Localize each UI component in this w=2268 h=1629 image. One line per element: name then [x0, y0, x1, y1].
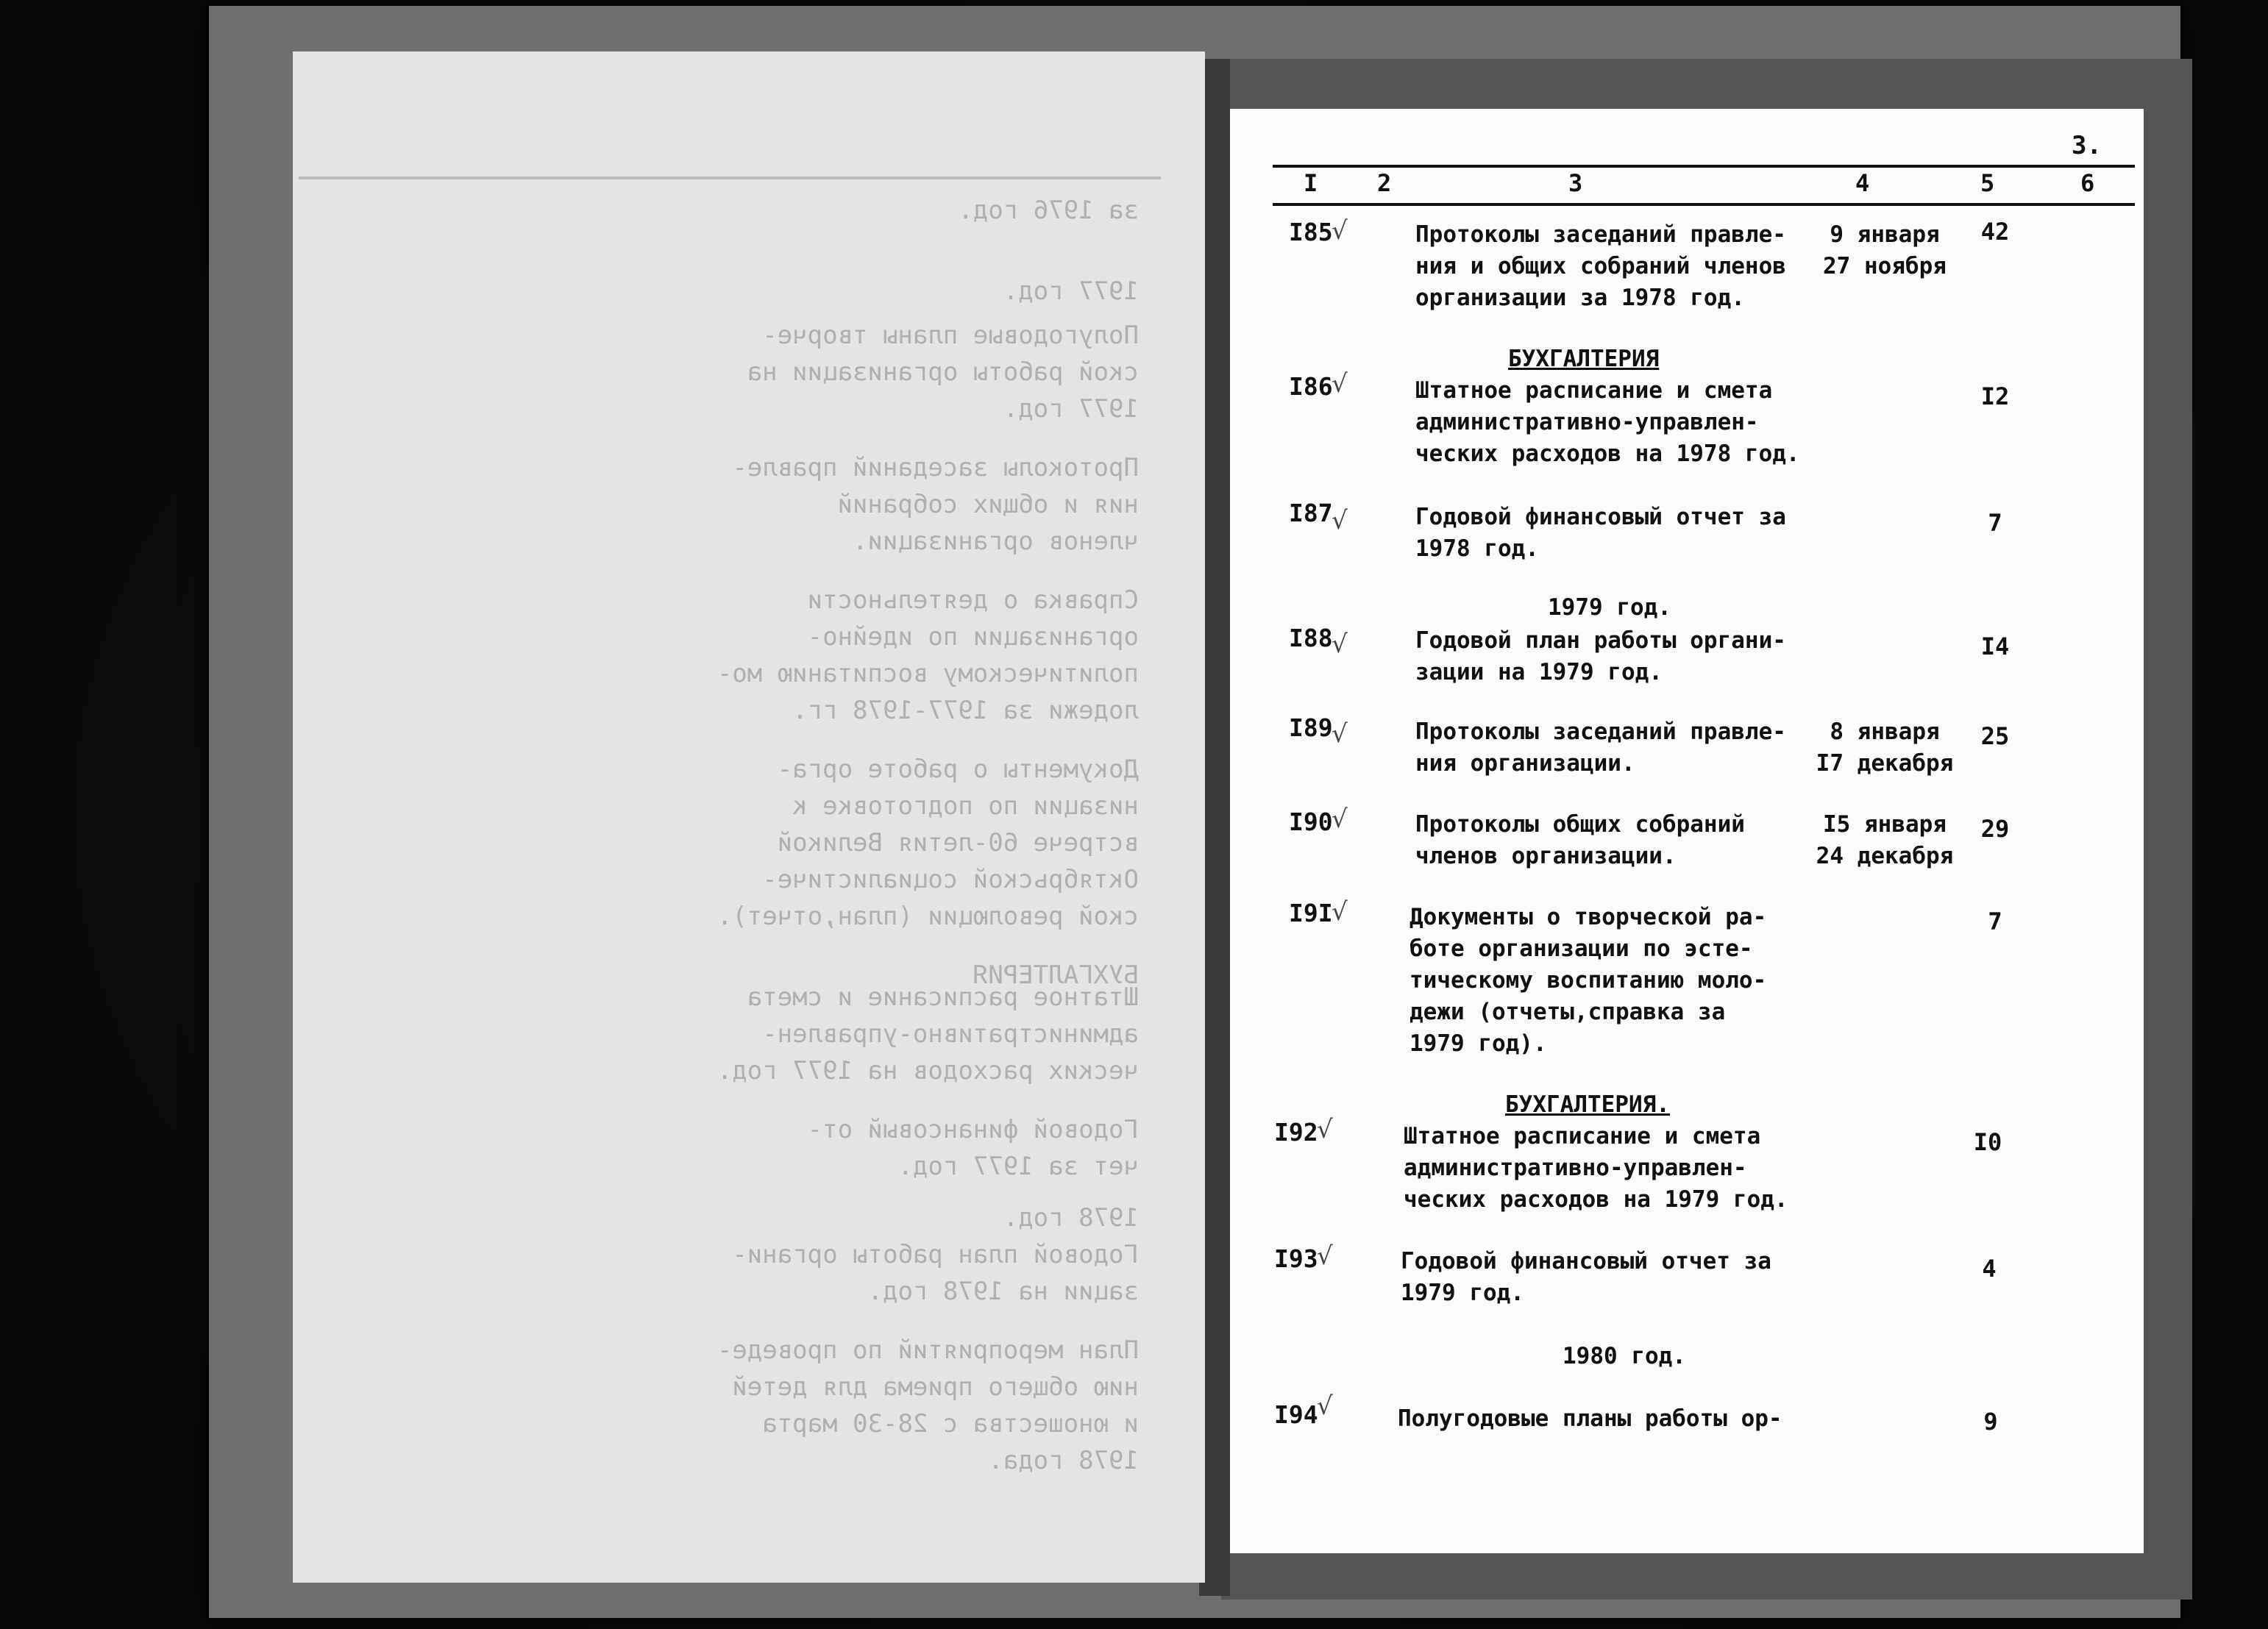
entry-description: Годовой финансовый отчет за 1979 год. [1401, 1248, 1771, 1306]
entry-description: Протоколы заседаний правле- ния и общих собраний членов организации за 1978 год. [1415, 221, 1786, 311]
check-mark-icon: √ [1332, 719, 1348, 749]
check-mark-icon: √ [1332, 369, 1348, 399]
entry-description: Штатное расписание и смета административно-управлен- ческих расходов на 1978 год. [1415, 377, 1800, 467]
check-mark-icon: √ [1332, 216, 1348, 246]
entry-description: Годовой план работы органи- зации на 1979 год. [1415, 627, 1786, 685]
check-mark-icon: √ [1317, 1391, 1333, 1421]
check-mark-icon: √ [1317, 1115, 1333, 1144]
column-header-6: 6 [2080, 169, 2095, 197]
column-header-1: I [1304, 169, 1318, 197]
entry-count: I0 [1973, 1128, 2002, 1156]
entry-number: I86 [1289, 372, 1333, 401]
header-bottom-rule [1273, 203, 2135, 206]
page-number: 3. [2072, 131, 2102, 160]
column-header-3: 3 [1568, 169, 1583, 197]
entry-number: I9I [1289, 899, 1333, 927]
column-header-5: 5 [1980, 169, 1995, 197]
entry-description: Годовой финансовый отчет за 1978 год. [1415, 504, 1786, 562]
entry-description: Полугодовые планы работы ор- [1398, 1405, 1782, 1432]
left-page [293, 51, 1205, 1583]
section-heading-accounting: БУХГАЛТЕРИЯ [1508, 346, 1660, 372]
entry-number: I94 [1274, 1400, 1318, 1429]
entry-number: I90 [1289, 808, 1333, 836]
year-heading-1979: 1979 год. [1548, 594, 1671, 621]
entry-number: I89 [1289, 713, 1333, 742]
check-mark-icon: √ [1332, 897, 1348, 927]
entry-count: 29 [1980, 815, 2010, 843]
entry-number: I87 [1289, 499, 1333, 527]
column-header-2: 2 [1377, 169, 1392, 197]
entry-count: 42 [1980, 218, 2010, 246]
entry-count: 4 [1982, 1255, 1997, 1283]
entry-description: Документы о творческой ра- боте организации по эсте- тическому воспитанию моло- дежи (отчеты,справка за 1979 год). [1409, 904, 1767, 1057]
entry-dates: 8 января I7 декабря [1816, 719, 1954, 777]
entry-description: Штатное расписание и смета административно-управлен- ческих расходов на 1979 год. [1404, 1123, 1788, 1213]
entry-number: I85 [1289, 218, 1333, 246]
entry-description: Протоколы общих собраний членов организации. [1415, 811, 1745, 869]
check-mark-icon: √ [1332, 506, 1348, 535]
entry-count: 25 [1980, 722, 2010, 750]
entry-count: 9 [1983, 1408, 1998, 1436]
entry-count: I4 [1980, 632, 2010, 660]
check-mark-icon: √ [1317, 1241, 1333, 1271]
entry-count: 7 [1988, 509, 2002, 537]
entry-count: I2 [1980, 382, 2010, 410]
header-top-rule [1273, 165, 2135, 168]
entry-number: I88 [1289, 624, 1333, 652]
entry-description: Протоколы заседаний правле- ния организации. [1415, 719, 1786, 777]
column-header-4: 4 [1855, 169, 1870, 197]
check-mark-icon: √ [1332, 805, 1348, 834]
entry-number: I92 [1274, 1118, 1318, 1147]
entry-dates: 9 января 27 ноября [1823, 221, 1947, 279]
year-heading-1980: 1980 год. [1563, 1343, 1686, 1369]
entry-dates: I5 января 24 декабря [1816, 811, 1954, 869]
check-mark-icon: √ [1332, 630, 1348, 659]
entry-count: 7 [1988, 908, 2002, 935]
bleed-through-text: за 1976 год. 1977 год. Полугодовые планы творче- ской работы организации на 1977 год. Протоколы заседаний правле- ния и общих собраний членов организации. Справка о деятельности организации по идейно- политическому воспитанию мо- лодежи за 1977-1978 гг. Документы о работе орга- низации по подготовке к встрече 60-летия Великой Октябрьской социалистиче- ской революции (план,отчет). БУХГАЛТЕРИЯ Штатное расписание и смета административно-управлен- ческих расходов на 1977 год. Годовой финансовый от- чет за 1977 год. 1978 год. Годовой план работы органи- зации на 1978 год. План мероприятий по проведе- нию общего приема для детей и юношества с 28-30 марта 1978 года. [293, 51, 1205, 1583]
right-page [1230, 109, 2144, 1553]
entry-number: I93 [1274, 1244, 1318, 1273]
section-heading-accounting: БУХГАЛТЕРИЯ. [1505, 1091, 1670, 1118]
